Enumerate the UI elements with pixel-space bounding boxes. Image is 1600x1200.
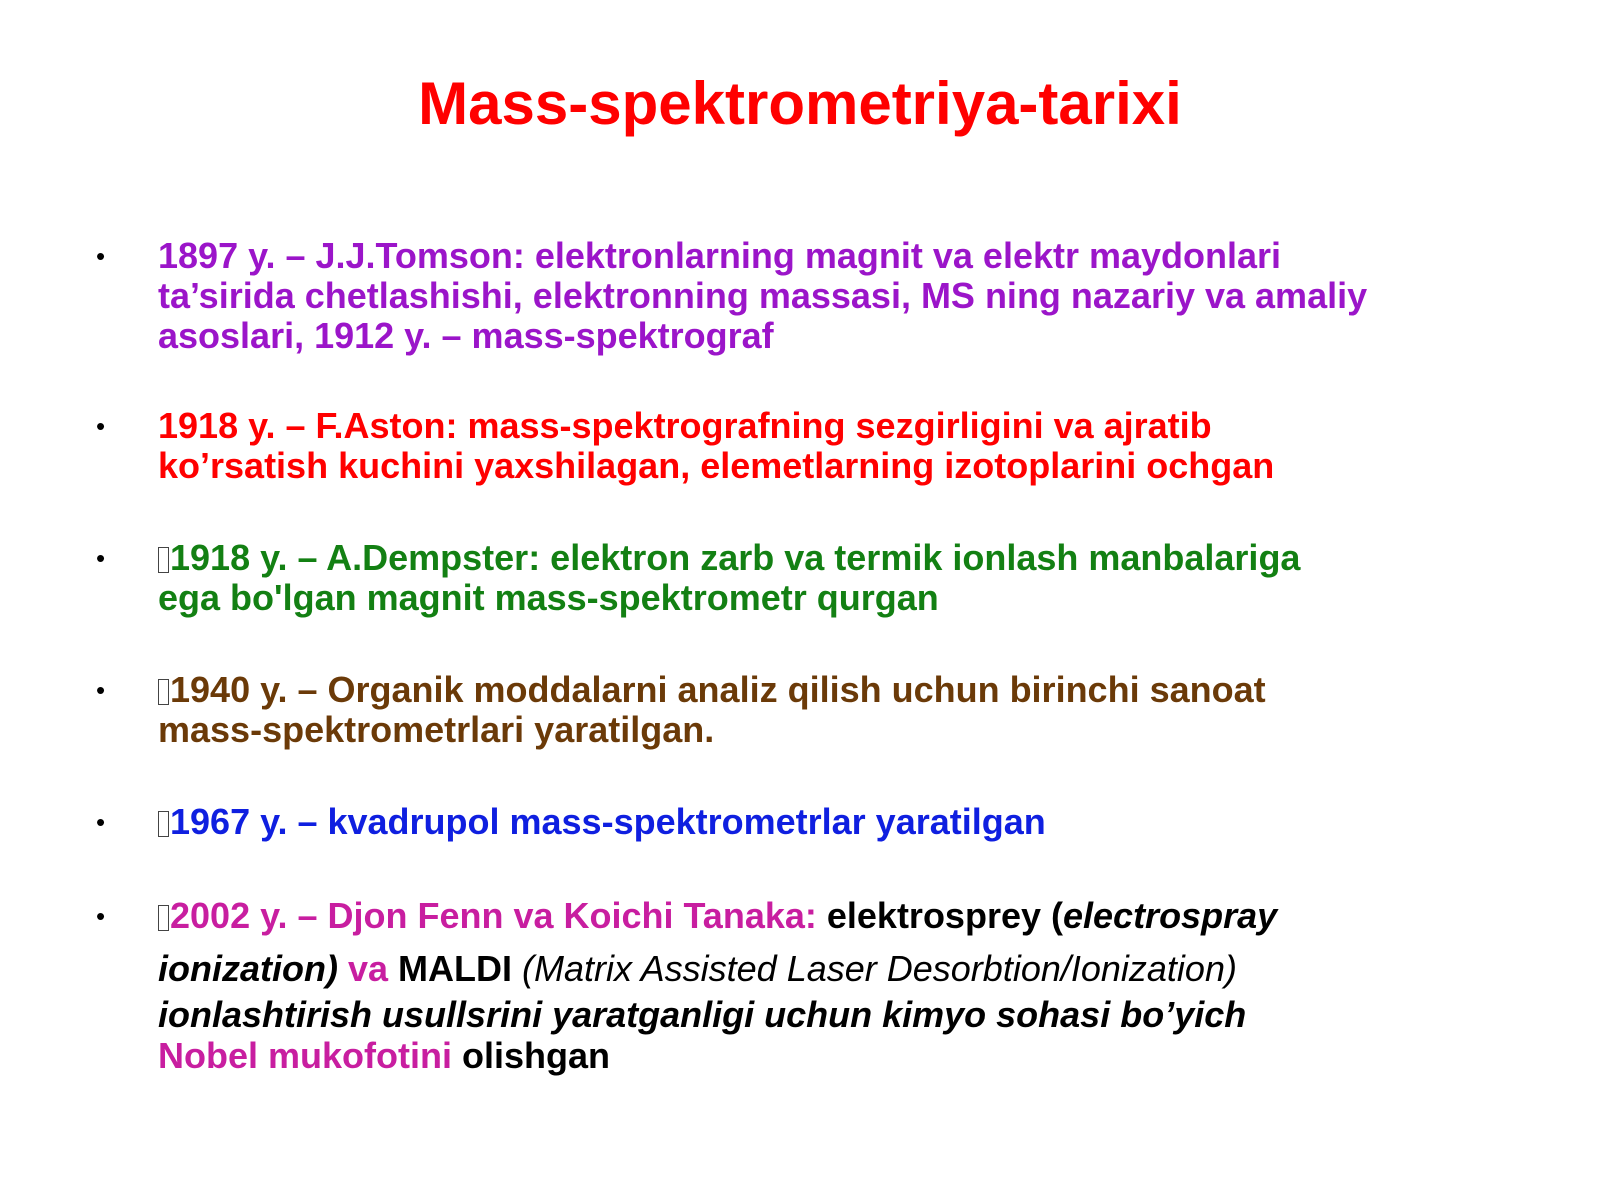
bullet-text xyxy=(158,802,1518,842)
bullet-dot: • xyxy=(96,675,106,705)
bullet-line xyxy=(158,802,1518,842)
missing-glyph-box-icon xyxy=(158,679,169,705)
bullet-line: ionlashtirish usullsrini yaratganligi uchun kimyo sohasi bo’yich xyxy=(158,994,1247,1035)
bullet-dot: • xyxy=(96,901,106,931)
bullet-text xyxy=(158,406,1518,486)
bullet-line: ko’rsatish kuchini yaxshilagan, elemetlarning izotoplarini ochgan xyxy=(158,445,1275,486)
bullet-text xyxy=(158,670,1518,750)
bullet-line: asoslari, 1912 y. – mass-spektrograf xyxy=(158,315,774,356)
bullet-line xyxy=(158,944,1518,994)
maldi-expansion: (Matrix Assisted Laser Desorbtion/Ionization) xyxy=(522,948,1237,989)
missing-glyph-box-icon xyxy=(158,905,169,931)
bullet-dot: • xyxy=(96,241,106,271)
nobel-prize-text: Nobel mukofotini xyxy=(158,1035,452,1076)
slide-title: Mass-spektrometriya-tarixi xyxy=(418,70,1182,137)
bullet-line xyxy=(158,538,1518,578)
conjunction-text: va xyxy=(337,948,389,989)
received-text: olishgan xyxy=(451,1035,610,1076)
electrospray-label: elektrosprey ( xyxy=(816,895,1063,936)
bullet-line-text: 1967 y. – kvadrupol mass-spektrometrlar yaratilgan xyxy=(170,801,1046,842)
bullet-line: ega bo'lgan magnit mass-spektrometr qurgan xyxy=(158,577,939,618)
bullet-line xyxy=(158,670,1518,710)
bullet-line: 1918 y. – F.Aston: mass-spektrografning sezgirligini va ajratib xyxy=(158,405,1212,446)
bullet-line-text: 1940 y. – Organik moddalarni analiz qilish uchun birinchi sanoat xyxy=(170,669,1266,710)
nobel-winners-text: 2002 y. – Djon Fenn va Koichi Tanaka: xyxy=(170,895,817,936)
bullet-text xyxy=(158,888,1518,1076)
electrospray-english: electrospray xyxy=(1063,895,1278,936)
bullet-dot: • xyxy=(96,411,106,441)
missing-glyph-box-icon xyxy=(158,547,169,573)
ionization-english: ionization) xyxy=(158,948,338,989)
missing-glyph-box-icon xyxy=(158,811,169,837)
bullet-dot: • xyxy=(96,807,106,837)
bullet-line-text: 1918 y. – A.Dempster: elektron zarb va termik ionlash manbalariga xyxy=(170,537,1301,578)
bullet-text xyxy=(158,236,1518,356)
bullet-line xyxy=(158,1036,1518,1076)
bullet-line: mass-spektrometrlari yaratilgan. xyxy=(158,709,715,750)
bullet-dot: • xyxy=(96,543,106,573)
bullet-line: 1897 y. – J.J.Tomson: elektronlarning magnit va elektr maydonlari xyxy=(158,235,1282,276)
bullet-line xyxy=(158,888,1518,944)
bullet-line: ta’sirida chetlashishi, elektronning massasi, MS ning nazariy va amaliy xyxy=(158,275,1368,316)
bullet-text xyxy=(158,538,1518,618)
maldi-label: MALDI xyxy=(388,948,522,989)
